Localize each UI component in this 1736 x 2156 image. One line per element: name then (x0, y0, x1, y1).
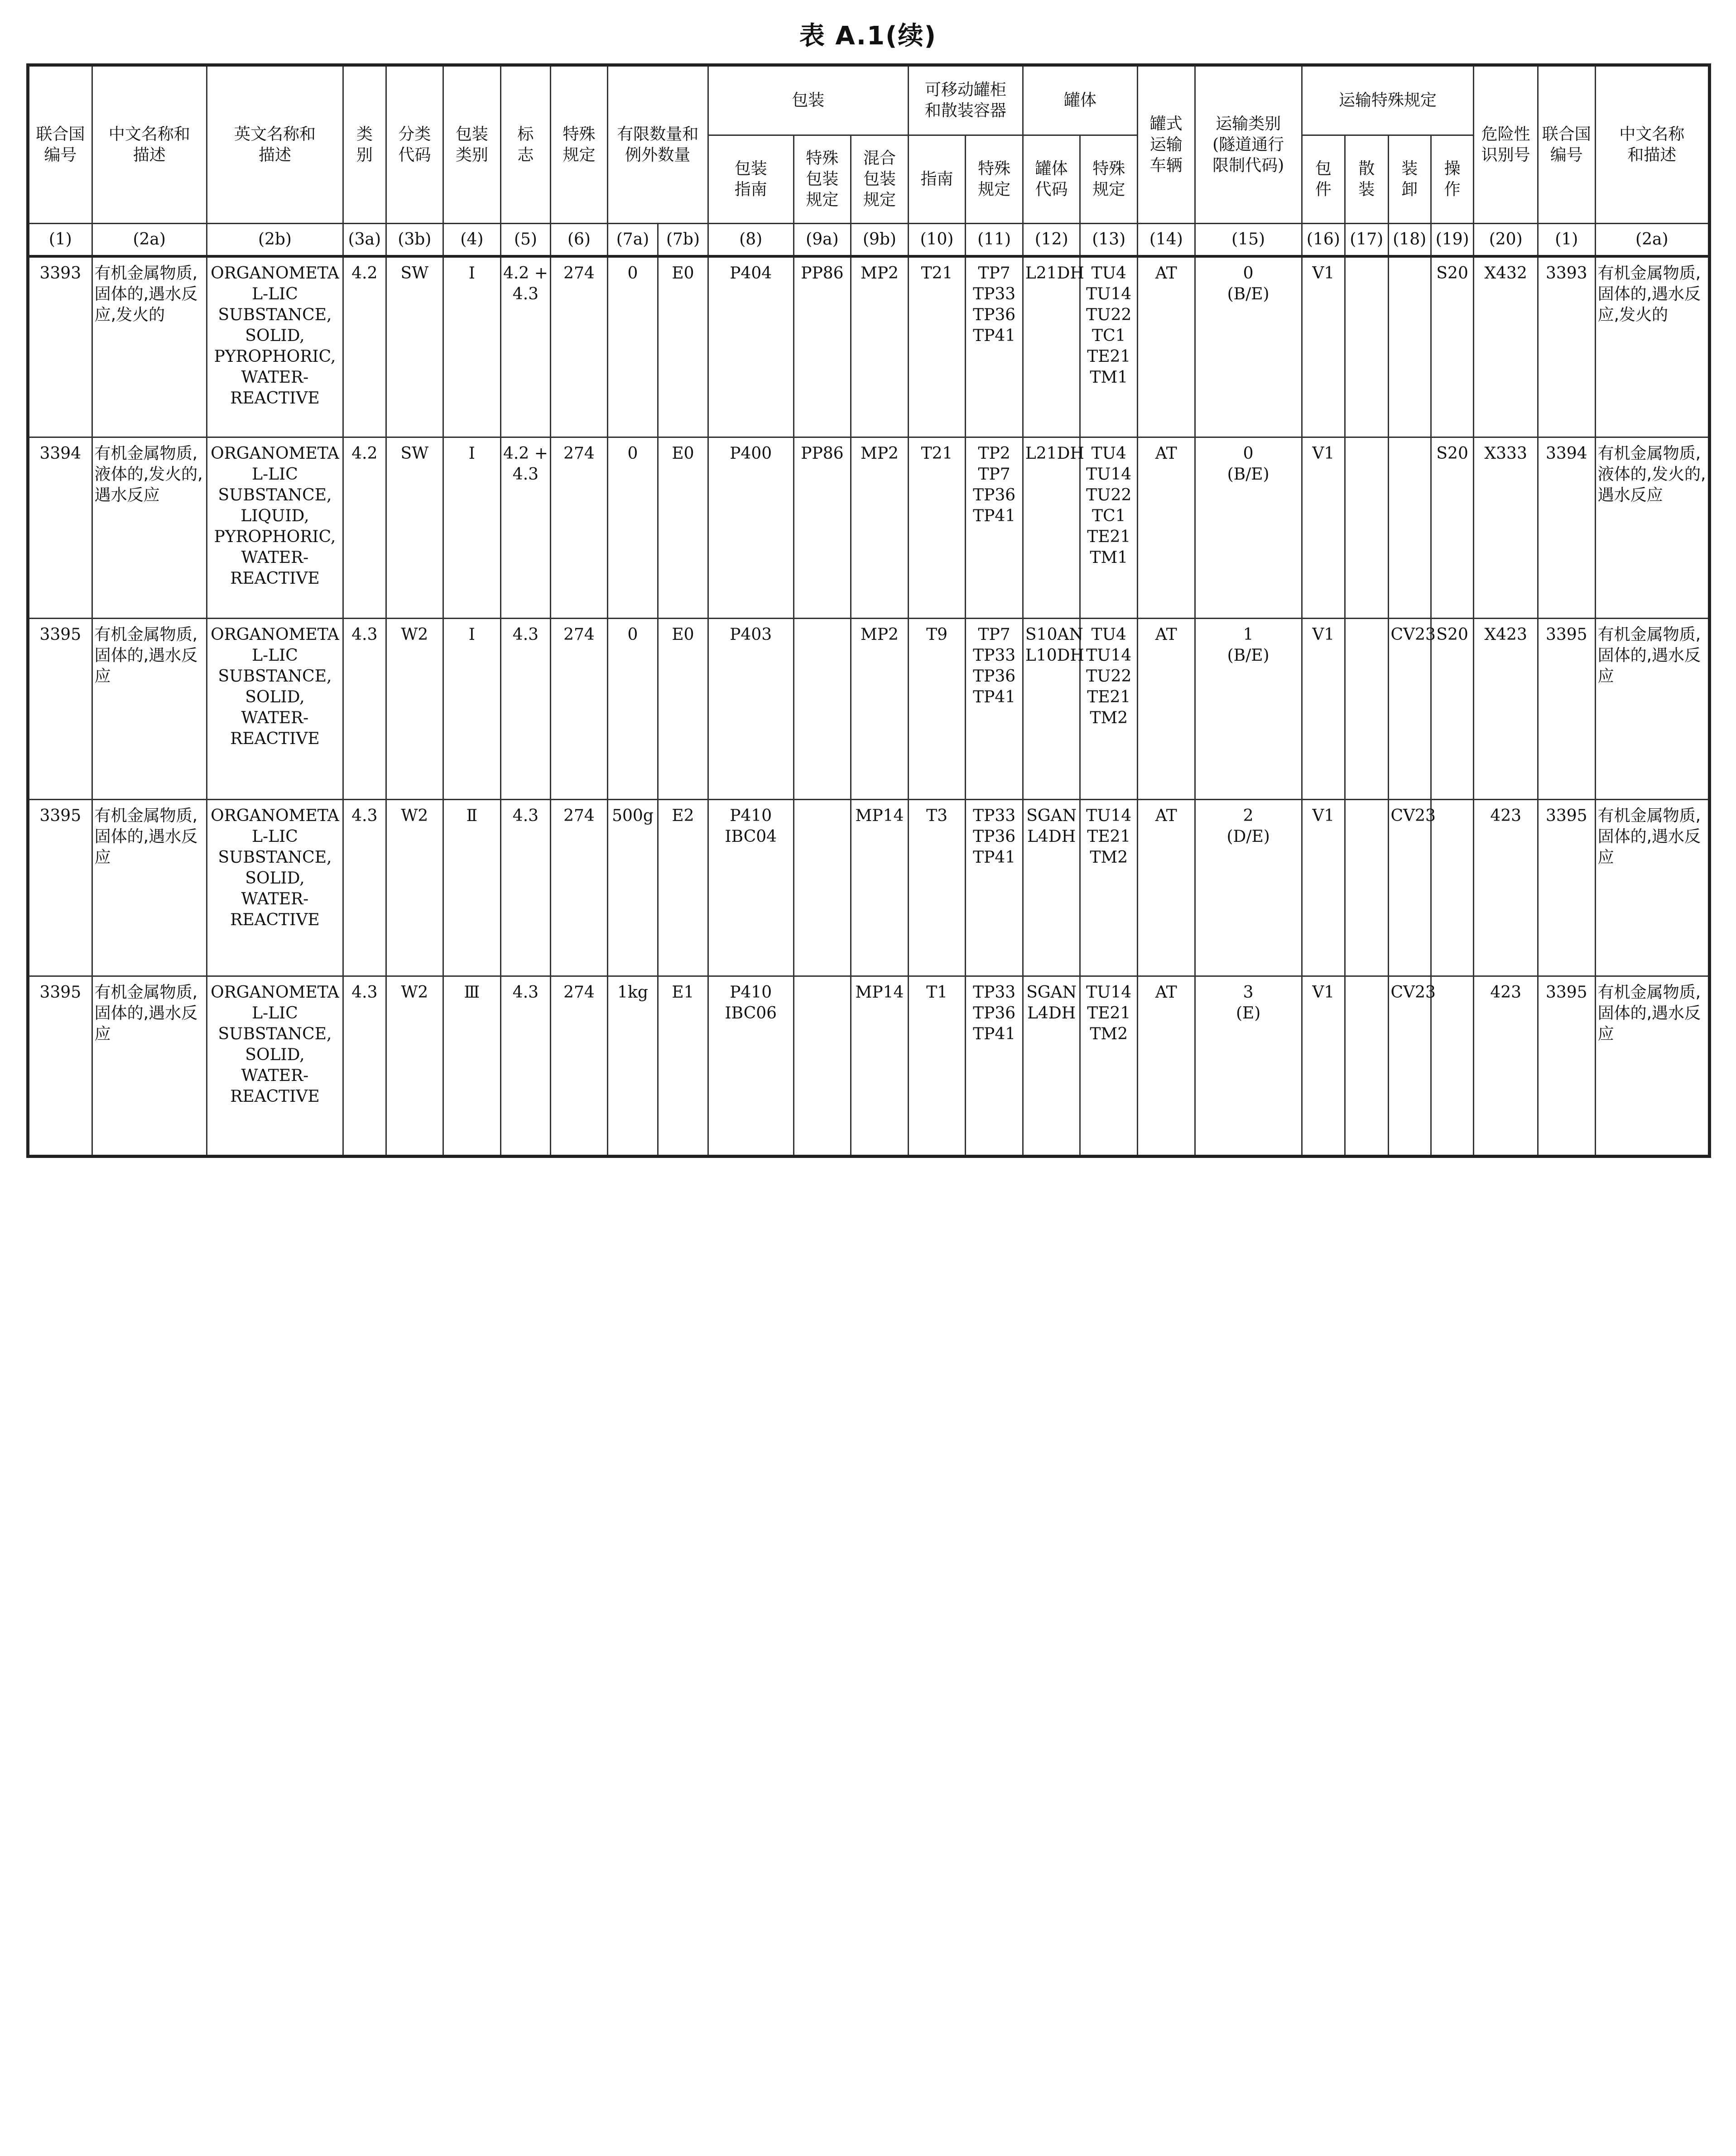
cell-labels: 4.2 + 4.3 (500, 437, 551, 619)
cell-pt-instr: T3 (908, 800, 966, 976)
cell-transport-category: 1 (B/E) (1195, 619, 1302, 800)
col-number: (20) (1474, 224, 1538, 256)
cell-st-operation: S20 (1431, 437, 1473, 619)
cell-name-cn-right: 有机金属物质,液体的,发火的,遇水反应 (1595, 437, 1709, 619)
cell-excepted-qty: E1 (658, 976, 708, 1157)
cell-hazard-id: X423 (1474, 619, 1538, 800)
header-name-cn-right: 中文名称 和描述 (1595, 65, 1709, 224)
header-special-provisions: 特殊 规定 (551, 65, 608, 224)
cell-name-cn-right: 有机金属物质,固体的,遇水反应 (1595, 800, 1709, 976)
cell-pt-special: TP2 TP7 TP36 TP41 (966, 437, 1023, 619)
header-un-no-right: 联合国 编号 (1538, 65, 1596, 224)
cell-un-no-right: 3393 (1538, 256, 1596, 437)
cell-st-bulk (1345, 976, 1388, 1157)
cell-special-provisions: 274 (551, 619, 608, 800)
header-un-no: 联合国 编号 (28, 65, 92, 224)
cell-hazard-id: 423 (1474, 800, 1538, 976)
col-number: (12) (1023, 224, 1080, 256)
cell-special-packing: PP86 (793, 437, 851, 619)
col-number: (1) (28, 224, 92, 256)
cell-mixed-packing: MP14 (851, 800, 909, 976)
header-packaging: 包装 (708, 65, 908, 135)
cell-packing-instr: P404 (708, 256, 793, 437)
cell-pt-instr: T21 (908, 437, 966, 619)
table-row (28, 256, 1710, 437)
cell-name-en: ORGANOMETAL-LIC SUBSTANCE, SOLID, WATER-REACTIVE (207, 800, 343, 976)
header-mixed-packing: 混合 包装 规定 (851, 135, 909, 224)
cell-pt-instr: T9 (908, 619, 966, 800)
cell-tank-code: L21DH (1023, 256, 1080, 437)
cell-un-no-right: 3394 (1538, 437, 1596, 619)
header-class-code: 分类 代码 (386, 65, 443, 224)
cell-tank-special: TU4 TU14 TU22 TC1 TE21 TM1 (1080, 256, 1138, 437)
cell-un-no: 3394 (28, 437, 92, 619)
cell-special-packing (793, 976, 851, 1157)
cell-pt-special: TP7 TP33 TP36 TP41 (966, 619, 1023, 800)
cell-un-no-right: 3395 (1538, 619, 1596, 800)
cell-hazard-id: X333 (1474, 437, 1538, 619)
cell-class: 4.2 (343, 437, 386, 619)
col-number: (17) (1345, 224, 1388, 256)
cell-tank-vehicle: AT (1138, 437, 1195, 619)
cell-excepted-qty: E0 (658, 256, 708, 437)
cell-transport-category: 0 (B/E) (1195, 437, 1302, 619)
cell-un-no: 3393 (28, 256, 92, 437)
cell-tank-code: SGAN L4DH (1023, 976, 1080, 1157)
col-number: (13) (1080, 224, 1138, 256)
cell-transport-category: 0 (B/E) (1195, 256, 1302, 437)
cell-class: 4.3 (343, 800, 386, 976)
cell-class-code: W2 (386, 976, 443, 1157)
header-labels: 标 志 (500, 65, 551, 224)
cell-un-no-right: 3395 (1538, 976, 1596, 1157)
cell-name-cn-right: 有机金属物质,固体的,遇水反应 (1595, 976, 1709, 1157)
cell-un-no: 3395 (28, 976, 92, 1157)
table-header (28, 65, 1710, 256)
cell-mixed-packing: MP14 (851, 976, 909, 1157)
cell-st-loading: CV23 (1388, 800, 1431, 976)
table-body (28, 256, 1710, 1157)
cell-st-bulk (1345, 437, 1388, 619)
cell-pt-instr: T21 (908, 256, 966, 437)
cell-name-cn-right: 有机金属物质,固体的,遇水反应,发火的 (1595, 256, 1709, 437)
col-number: (6) (551, 224, 608, 256)
cell-name-en: ORGANOMETAL-LIC SUBSTANCE, LIQUID, PYROPHORIC, WATER-REACTIVE (207, 437, 343, 619)
header-st-operation: 操 作 (1431, 135, 1473, 224)
table-title: 表 A.1(续) (799, 21, 937, 51)
table-row (28, 976, 1710, 1157)
col-number: (7a) (607, 224, 658, 256)
cell-pt-special: TP7 TP33 TP36 TP41 (966, 256, 1023, 437)
col-number: (1) (1538, 224, 1596, 256)
col-number: (14) (1138, 224, 1195, 256)
cell-st-loading (1388, 437, 1431, 619)
col-number: (7b) (658, 224, 708, 256)
cell-labels: 4.3 (500, 800, 551, 976)
cell-st-bulk (1345, 619, 1388, 800)
cell-limited-qty: 1kg (607, 976, 658, 1157)
cell-class: 4.3 (343, 976, 386, 1157)
col-number: (10) (908, 224, 966, 256)
cell-tank-vehicle: AT (1138, 976, 1195, 1157)
col-number: (11) (966, 224, 1023, 256)
cell-special-provisions: 274 (551, 437, 608, 619)
cell-limited-qty: 500g (607, 800, 658, 976)
cell-st-bulk (1345, 800, 1388, 976)
cell-un-no: 3395 (28, 619, 92, 800)
header-st-loading: 装 卸 (1388, 135, 1431, 224)
cell-packing-instr: P403 (708, 619, 793, 800)
cell-tank-special: TU14 TE21 TM2 (1080, 800, 1138, 976)
cell-tank-code: L21DH (1023, 437, 1080, 619)
cell-st-loading: CV23 (1388, 976, 1431, 1157)
header-tank-special: 特殊 规定 (1080, 135, 1138, 224)
col-number: (18) (1388, 224, 1431, 256)
cell-name-en: ORGANOMETAL-LIC SUBSTANCE, SOLID, PYROPHORIC, WATER-REACTIVE (207, 256, 343, 437)
col-number: (5) (500, 224, 551, 256)
cell-st-packages: V1 (1302, 976, 1345, 1157)
table-row (28, 619, 1710, 800)
header-portable-tanks: 可移动罐柜 和散装容器 (908, 65, 1023, 135)
cell-special-packing (793, 800, 851, 976)
header-tank-vehicle: 罐式 运输 车辆 (1138, 65, 1195, 224)
cell-tank-vehicle: AT (1138, 619, 1195, 800)
cell-class: 4.2 (343, 256, 386, 437)
cell-special-packing (793, 619, 851, 800)
cell-hazard-id: 423 (1474, 976, 1538, 1157)
col-number: (3b) (386, 224, 443, 256)
dangerous-goods-table-container (26, 63, 1711, 1155)
cell-st-packages: V1 (1302, 800, 1345, 976)
cell-tank-special: TU14 TE21 TM2 (1080, 976, 1138, 1157)
cell-tank-code: S10AN L10DH (1023, 619, 1080, 800)
cell-excepted-qty: E2 (658, 800, 708, 976)
cell-pt-special: TP33 TP36 TP41 (966, 800, 1023, 976)
header-packing-group: 包装 类别 (443, 65, 501, 224)
cell-labels: 4.3 (500, 619, 551, 800)
cell-name-cn-right: 有机金属物质,固体的,遇水反应 (1595, 619, 1709, 800)
cell-pt-instr: T1 (908, 976, 966, 1157)
col-number: (9b) (851, 224, 909, 256)
cell-name-cn: 有机金属物质,固体的,遇水反应 (92, 800, 207, 976)
cell-st-packages: V1 (1302, 619, 1345, 800)
cell-tank-vehicle: AT (1138, 800, 1195, 976)
cell-special-provisions: 274 (551, 800, 608, 976)
cell-mixed-packing: MP2 (851, 619, 909, 800)
cell-un-no: 3395 (28, 800, 92, 976)
cell-name-cn: 有机金属物质,固体的,遇水反应 (92, 976, 207, 1157)
table-row (28, 437, 1710, 619)
cell-labels: 4.3 (500, 976, 551, 1157)
cell-tank-code: SGAN L4DH (1023, 800, 1080, 976)
cell-name-en: ORGANOMETAL-LIC SUBSTANCE, SOLID, WATER-REACTIVE (207, 976, 343, 1157)
cell-st-packages: V1 (1302, 437, 1345, 619)
cell-hazard-id: X432 (1474, 256, 1538, 437)
cell-packing-group: I (443, 256, 501, 437)
cell-pt-special: TP33 TP36 TP41 (966, 976, 1023, 1157)
cell-un-no-right: 3395 (1538, 800, 1596, 976)
cell-st-loading (1388, 256, 1431, 437)
cell-packing-instr: P410 IBC04 (708, 800, 793, 976)
col-number: (2a) (92, 224, 207, 256)
header-pt-instr: 指南 (908, 135, 966, 224)
table-row (28, 800, 1710, 976)
header-special-transport: 运输特殊规定 (1302, 65, 1474, 135)
cell-packing-group: Ⅱ (443, 800, 501, 976)
header-row-top (28, 65, 1710, 135)
cell-st-bulk (1345, 256, 1388, 437)
header-special-packing: 特殊 包装 规定 (793, 135, 851, 224)
header-tank-code: 罐体 代码 (1023, 135, 1080, 224)
cell-packing-group: I (443, 619, 501, 800)
header-hazard-id: 危险性 识别号 (1474, 65, 1538, 224)
col-number: (15) (1195, 224, 1302, 256)
cell-packing-instr: P400 (708, 437, 793, 619)
cell-st-operation (1431, 976, 1473, 1157)
cell-class-code: SW (386, 256, 443, 437)
cell-limited-qty: 0 (607, 619, 658, 800)
column-number-row (28, 224, 1710, 256)
header-tanks: 罐体 (1023, 65, 1137, 135)
cell-name-en: ORGANOMETAL-LIC SUBSTANCE, SOLID, WATER-REACTIVE (207, 619, 343, 800)
cell-tank-vehicle: AT (1138, 256, 1195, 437)
col-number: (3a) (343, 224, 386, 256)
cell-transport-category: 2 (D/E) (1195, 800, 1302, 976)
cell-transport-category: 3 (E) (1195, 976, 1302, 1157)
cell-class-code: SW (386, 437, 443, 619)
header-st-packages: 包 件 (1302, 135, 1345, 224)
header-class: 类 别 (343, 65, 386, 224)
header-name-cn: 中文名称和 描述 (92, 65, 207, 224)
cell-special-provisions: 274 (551, 976, 608, 1157)
cell-class-code: W2 (386, 619, 443, 800)
cell-tank-special: TU4 TU14 TU22 TC1 TE21 TM1 (1080, 437, 1138, 619)
header-st-bulk: 散 装 (1345, 135, 1388, 224)
cell-special-provisions: 274 (551, 256, 608, 437)
cell-excepted-qty: E0 (658, 619, 708, 800)
header-name-en: 英文名称和 描述 (207, 65, 343, 224)
col-number: (19) (1431, 224, 1473, 256)
cell-st-operation: S20 (1431, 256, 1473, 437)
cell-labels: 4.2 + 4.3 (500, 256, 551, 437)
cell-packing-instr: P410 IBC06 (708, 976, 793, 1157)
dangerous-goods-table (26, 63, 1711, 1158)
col-number: (16) (1302, 224, 1345, 256)
cell-class: 4.3 (343, 619, 386, 800)
col-number: (9a) (793, 224, 851, 256)
cell-mixed-packing: MP2 (851, 437, 909, 619)
cell-limited-qty: 0 (607, 437, 658, 619)
cell-name-cn: 有机金属物质,液体的,发火的,遇水反应 (92, 437, 207, 619)
cell-packing-group: I (443, 437, 501, 619)
cell-special-packing: PP86 (793, 256, 851, 437)
cell-limited-qty: 0 (607, 256, 658, 437)
col-number: (8) (708, 224, 793, 256)
cell-class-code: W2 (386, 800, 443, 976)
cell-excepted-qty: E0 (658, 437, 708, 619)
cell-name-cn: 有机金属物质,固体的,遇水反应 (92, 619, 207, 800)
header-pt-special: 特殊 规定 (966, 135, 1023, 224)
col-number: (2b) (207, 224, 343, 256)
cell-tank-special: TU4 TU14 TU22 TE21 TM2 (1080, 619, 1138, 800)
col-number: (4) (443, 224, 501, 256)
cell-mixed-packing: MP2 (851, 256, 909, 437)
header-limited-excepted: 有限数量和 例外数量 (607, 65, 708, 224)
cell-st-operation: S20 (1431, 619, 1473, 800)
col-number: (2a) (1595, 224, 1709, 256)
cell-packing-group: Ⅲ (443, 976, 501, 1157)
header-transport-category: 运输类别 (隧道通行 限制代码) (1195, 65, 1302, 224)
cell-st-packages: V1 (1302, 256, 1345, 437)
cell-st-loading: CV23 (1388, 619, 1431, 800)
cell-name-cn: 有机金属物质,固体的,遇水反应,发火的 (92, 256, 207, 437)
cell-st-operation (1431, 800, 1473, 976)
header-packing-instr: 包装 指南 (708, 135, 793, 224)
